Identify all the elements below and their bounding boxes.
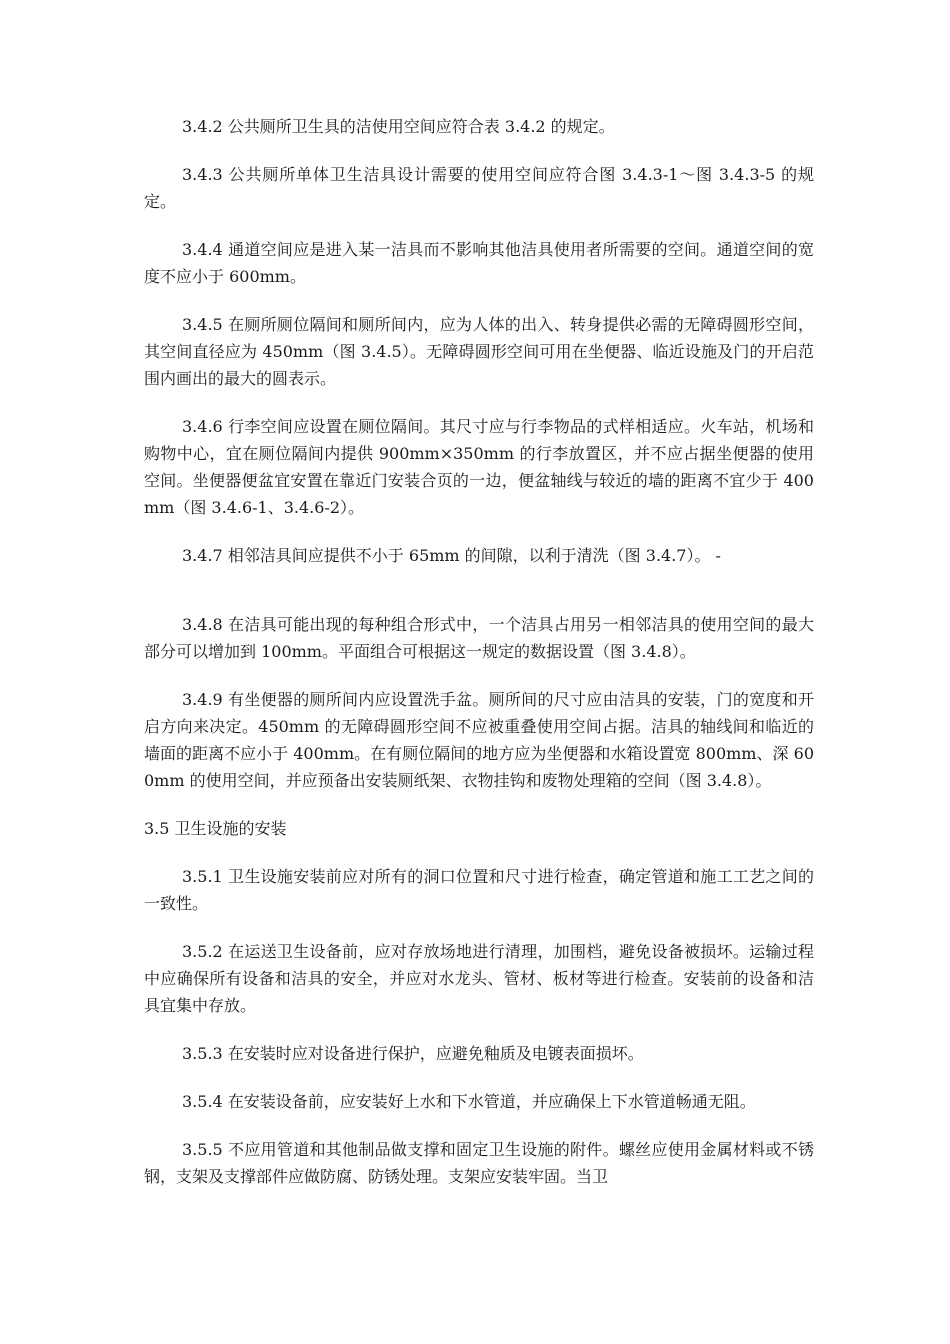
section-heading-3-5: 3.5 卫生设施的安装 — [144, 819, 287, 838]
clause-3-4-8: 3.4.8 在洁具可能出现的每种组合形式中，一个洁具占用另一相邻洁具的使用空间的最大部分可以增加到 100mm。平面组合可根据这一规定的数据设置（图 3.4.8）。 — [144, 615, 814, 661]
clause-3-4-7: 3.4.7 相邻洁具间应提供不小于 65mm 的间隙，以利于清洗（图 3.4.7）。 - — [182, 546, 721, 565]
clause-3-5-4: 3.5.4 在安装设备前，应安装好上水和下水管道，并应确保上下水管道畅通无阻。 — [182, 1092, 756, 1111]
clause-3-4-9: 3.4.9 有坐便器的厕所间内应设置洗手盆。厕所间的尺寸应由洁具的安装，门的宽度和开启方向来决定。450mm 的无障碍圆形空间不应被重叠使用空间占据。洁具的轴线间和临近的墙面的距离不应小于 400mm。在有厕位隔间的地方应为坐便器和水箱设置宽 800mm、深 600mm 的使用空间，并应预备出安装厕纸架、衣物挂钩和废物处理箱的空间（图 3.4.8）。 — [144, 690, 814, 790]
clause-3-5-3: 3.5.3 在安装时应对设备进行保护，应避免釉质及电镀表面损坏。 — [182, 1044, 644, 1063]
document-body — [144, 113, 814, 1211]
clause-3-4-2: 3.4.2 公共厕所卫生具的洁使用空间应符合表 3.4.2 的规定。 — [182, 117, 615, 136]
clause-3-5-1: 3.5.1 卫生设施安装前应对所有的洞口位置和尺寸进行检查，确定管道和施工工艺之间的一致性。 — [144, 867, 814, 913]
clause-3-4-5: 3.4.5 在厕所厕位隔间和厕所间内，应为人体的出入、转身提供必需的无障碍圆形空间，其空间直径应为 450mm（图 3.4.5）。无障碍圆形空间可用在坐便器、临近设施及门的开启范围内画出的最大的圆表示。 — [144, 315, 814, 388]
clause-3-4-4: 3.4.4 通道空间应是进入某一洁具而不影响其他洁具使用者所需要的空间。通道空间的宽度不应小于 600mm。 — [144, 240, 814, 286]
clause-3-5-5: 3.5.5 不应用管道和其他制品做支撑和固定卫生设施的附件。螺丝应使用金属材料或不锈钢，支架及支撑部件应做防腐、防锈处理。支架应安装牢固。当卫 — [144, 1140, 814, 1186]
clause-3-5-2: 3.5.2 在运送卫生设备前，应对存放场地进行清理，加围档，避免设备被损坏。运输过程中应确保所有设备和洁具的安全，并应对水龙头、管材、板材等进行检查。安装前的设备和洁具宜集中存放。 — [144, 942, 814, 1015]
clause-3-4-6: 3.4.6 行李空间应设置在厕位隔间。其尺寸应与行李物品的式样相适应。火车站，机场和购物中心，宜在厕位隔间内提供 900mm×350mm 的行李放置区，并不应占据坐便器的使用空间。坐便器便盆宜安置在靠近门安装合页的一边，便盆轴线与较近的墙的距离不宜少于 400mm（图 3.4.6-1、3.4.6-2）。 — [144, 417, 814, 517]
clause-3-4-3: 3.4.3 公共厕所单体卫生洁具设计需要的使用空间应符合图 3.4.3-1～图 3.4.3-5 的规定。 — [144, 165, 814, 211]
